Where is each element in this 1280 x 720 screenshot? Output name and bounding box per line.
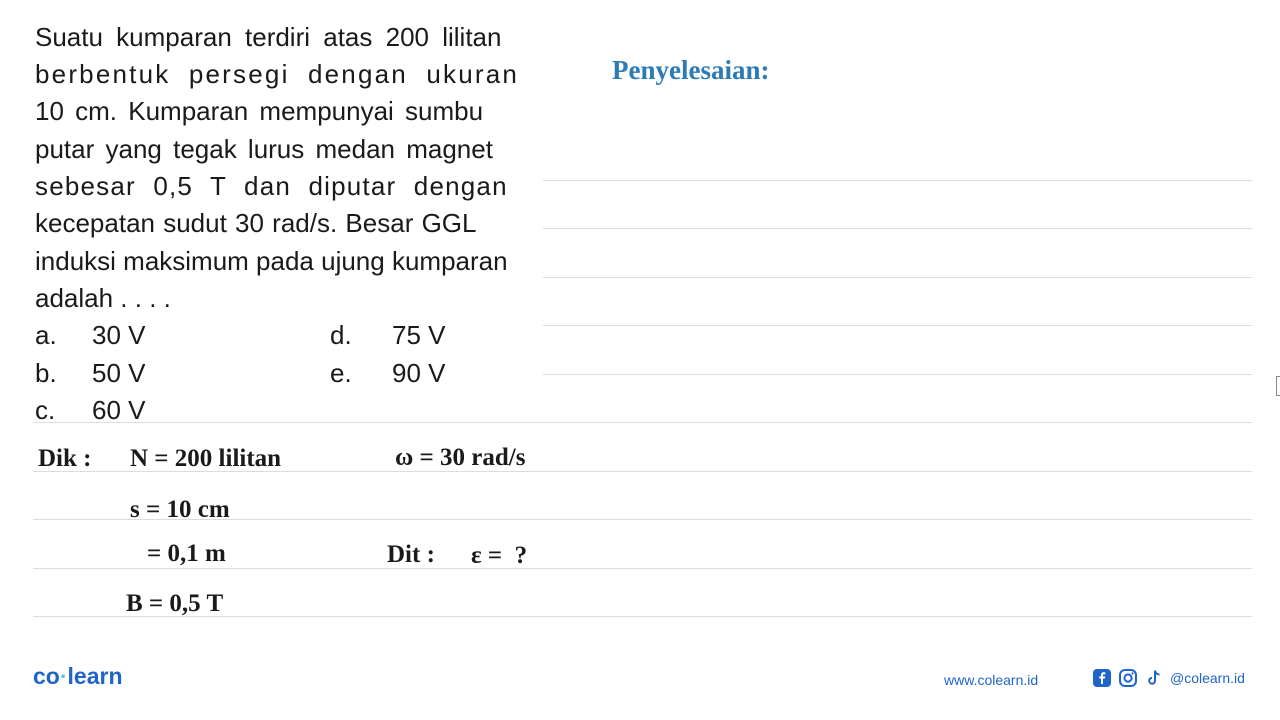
dik-label: Dik : (38, 445, 92, 472)
ruled-line (543, 277, 1252, 278)
question-line: induksi maksimum pada ujung kumparan (35, 246, 508, 276)
question-line: Suatu kumparan terdiri atas 200 lilitan (35, 22, 502, 52)
option-letter: c. (35, 395, 56, 425)
s-given: s = 10 cm (130, 496, 230, 523)
question-line: berbentuk persegi dengan ukuran (35, 59, 520, 89)
dit-label: Dit : (387, 541, 435, 568)
tiktok-icon[interactable] (1144, 668, 1164, 688)
question-line: putar yang tegak lurus medan magnet (35, 134, 493, 164)
omega-given: ω = 30 rad/s (395, 444, 526, 471)
n-given: N = 200 lilitan (130, 445, 282, 472)
option-value: 60 V (92, 395, 146, 425)
ruled-line (543, 228, 1252, 229)
option-value: 30 V (92, 320, 146, 350)
question-line: kecepatan sudut 30 rad/s. Besar GGL (35, 208, 477, 238)
option-value: 50 V (92, 358, 146, 388)
website-link[interactable]: www.colearn.id (944, 672, 1039, 688)
ruled-line (33, 422, 1252, 423)
instagram-icon[interactable] (1118, 668, 1138, 688)
option-letter: a. (35, 320, 57, 350)
edge-cursor-marker (1276, 376, 1280, 396)
colearn-logo (33, 663, 123, 690)
ruled-line (543, 325, 1252, 326)
question-line: sebesar 0,5 T dan diputar dengan (35, 171, 508, 201)
question-line: 10 cm. Kumparan mempunyai sumbu (35, 96, 484, 126)
facebook-icon[interactable] (1092, 668, 1112, 688)
option-letter: b. (35, 358, 57, 388)
s-converted: = 0,1 m (147, 540, 226, 567)
option-letter: e. (330, 358, 352, 388)
ruled-line (543, 374, 1252, 375)
option-letter: d. (330, 320, 352, 350)
dit-value: ε = ? (471, 542, 528, 569)
ruled-line (543, 180, 1252, 181)
logo-text-left: co (33, 663, 60, 689)
b-given: B = 0,5 T (126, 590, 224, 617)
logo-dot: · (59, 663, 68, 689)
option-value: 90 V (392, 358, 446, 388)
social-handle[interactable]: @colearn.id (1170, 670, 1245, 686)
option-value: 75 V (392, 320, 446, 350)
question-line: adalah . . . . (35, 283, 171, 313)
logo-text-right: learn (67, 663, 123, 689)
social-links (1092, 668, 1245, 688)
solution-title: Penyelesaian: (612, 55, 770, 85)
